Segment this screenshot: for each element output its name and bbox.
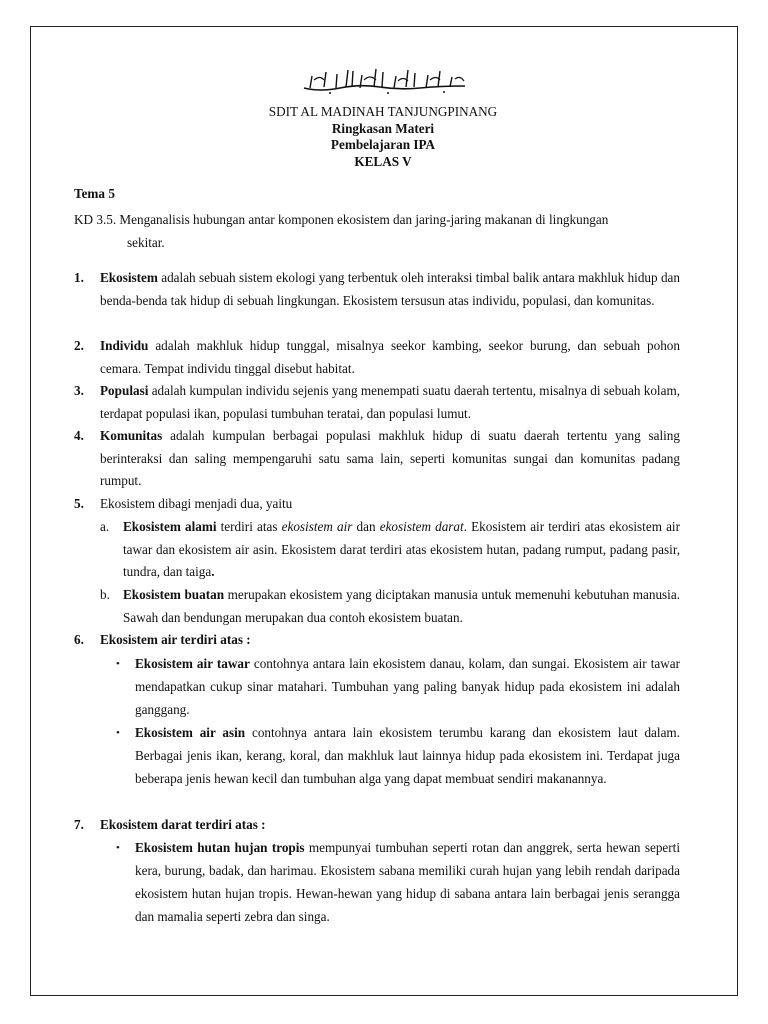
kd-line-1: KD 3.5. Menganalisis hubungan antar komponen ekosistem dan jaring-jaring makanan di lingkungan bbox=[74, 212, 609, 227]
bullet-text: contohnya antara lain ekosistem terumbu karang dan ekosistem laut dalam. Berbagai jenis ikan, kerang, koral, dan makhluk laut lainnya hidup pada ekosistem ini. Terdapat juga beberapa jenis hewan kecil dan tumbuhan alga yang dapat membuat sendiri makanannya. bbox=[135, 725, 680, 786]
item-term: Komunitas bbox=[100, 428, 163, 443]
item-term: Populasi bbox=[100, 383, 149, 398]
kd-statement bbox=[74, 208, 680, 254]
bullet-text: mempunyai tumbuhan seperti rotan dan anggrek, serta hewan seperti kera, burung, badak, dan harimau. Ekosistem sabana memiliki curah hujan yang lebih rendah daripada ekosistem hutan hujan tropis. Hewan-hewan yang hidup di sabana antara lain berbagai jenis serangga dan mamalia seperti zebra dan singa. bbox=[135, 840, 680, 924]
item-text: adalah makhluk hidup tunggal, misalnya seekor kambing, seekor burung, dan sebuah pohon cemara. Tempat individu tinggal disebut habitat. bbox=[100, 338, 680, 376]
kd-line-2: sekitar. bbox=[127, 235, 165, 250]
bullet-icon: • bbox=[116, 842, 120, 854]
sub-item-term: Ekosistem buatan bbox=[123, 587, 225, 602]
sub-item-period: . bbox=[211, 564, 215, 580]
sub-item-label: a. bbox=[100, 519, 110, 534]
school-name: SDIT AL MADINAH TANJUNGPINANG bbox=[268, 104, 498, 119]
sub-item-text: merupakan ekosistem yang diciptakan manusia untuk memenuhi kebutuhan manusia. Sawah dan bendungan merupakan dua contoh ekosistem buatan. bbox=[123, 587, 680, 625]
sub-item-italic: ekosistem darat bbox=[379, 519, 464, 534]
bullet-item bbox=[116, 722, 680, 791]
document-header bbox=[74, 104, 692, 170]
item-number: 5. bbox=[74, 496, 84, 511]
item-text: adalah sebuah sistem ekologi yang terbentuk oleh interaksi timbal balik antara makhluk hidup dan benda-benda tak hidup di sebuah lingkungan. Ekosistem tersusun atas individu, populasi, dan komunitas. bbox=[100, 270, 680, 308]
basmalah-calligraphy bbox=[300, 66, 470, 96]
bullet-term: Ekosistem air asin bbox=[135, 725, 246, 740]
sub-item-text: dan bbox=[352, 519, 380, 534]
sub-item-text: terdiri atas bbox=[216, 519, 282, 534]
bullet-text: contohnya antara lain ekosistem danau, kolam, dan sungai. Ekosistem air tawar mendapatkan cukup sinar matahari. Tumbuhan yang paling banyak hidup pada ekosistem ini adalah ganggang. bbox=[135, 656, 680, 717]
list-item bbox=[74, 629, 680, 652]
item-number: 2. bbox=[74, 338, 84, 353]
item-number: 6. bbox=[74, 632, 84, 647]
bullet-item bbox=[116, 837, 680, 929]
list-item bbox=[74, 814, 680, 837]
item-term: Ekosistem bbox=[100, 270, 158, 285]
bullet-icon: • bbox=[116, 727, 120, 739]
sub-item bbox=[100, 516, 680, 584]
sub-item-label: b. bbox=[100, 587, 110, 602]
list-item bbox=[74, 425, 680, 493]
bullet-term: Ekosistem hutan hujan tropis bbox=[135, 840, 305, 855]
bullet-term: Ekosistem air tawar bbox=[135, 656, 250, 671]
item-term: Ekosistem air terdiri atas : bbox=[100, 632, 251, 647]
item-text: adalah kumpulan individu sejenis yang menempati suatu daerah tertentu, misalnya di sebuah kolam, terdapat populasi ikan, populasi tumbuhan teratai, dan populasi lumut. bbox=[100, 383, 680, 421]
bullet-icon: • bbox=[116, 658, 120, 670]
item-text: Ekosistem dibagi menjadi dua, yaitu bbox=[100, 496, 293, 511]
header-line-kelas: KELAS V bbox=[354, 153, 412, 169]
item-term: Ekosistem darat terdiri atas : bbox=[100, 817, 266, 832]
tema-label: Tema 5 bbox=[74, 186, 115, 201]
sub-item bbox=[100, 584, 680, 629]
list-item bbox=[74, 335, 680, 380]
list-item bbox=[74, 267, 680, 312]
header-line-ringkasan: Ringkasan Materi bbox=[331, 120, 435, 136]
item-term: Individu bbox=[100, 338, 149, 353]
header-line-pembelajaran: Pembelajaran IPA bbox=[330, 137, 436, 152]
list-item bbox=[74, 380, 680, 425]
item-number: 1. bbox=[74, 270, 84, 285]
item-number: 4. bbox=[74, 428, 84, 443]
list-item bbox=[74, 493, 680, 516]
bullet-item bbox=[116, 653, 680, 722]
item-number: 3. bbox=[74, 383, 84, 398]
sub-item-text: . Ekosistem air terdiri atas ekosistem air tawar dan ekosistem air asin. Ekosistem darat terdiri atas ekosistem hutan, padang rumput, padang pasir, tundra, dan taiga bbox=[123, 519, 680, 580]
item-number: 7. bbox=[74, 817, 84, 832]
sub-item-term: Ekosistem alami bbox=[123, 519, 217, 534]
sub-item-italic: ekosistem air bbox=[281, 519, 353, 534]
item-text: adalah kumpulan berbagai populasi makhluk hidup di suatu daerah tertentu yang saling berinteraksi dan saling mempengaruhi satu sama lain, seperti komunitas sungai dan komunitas padang rumput. bbox=[100, 428, 680, 489]
